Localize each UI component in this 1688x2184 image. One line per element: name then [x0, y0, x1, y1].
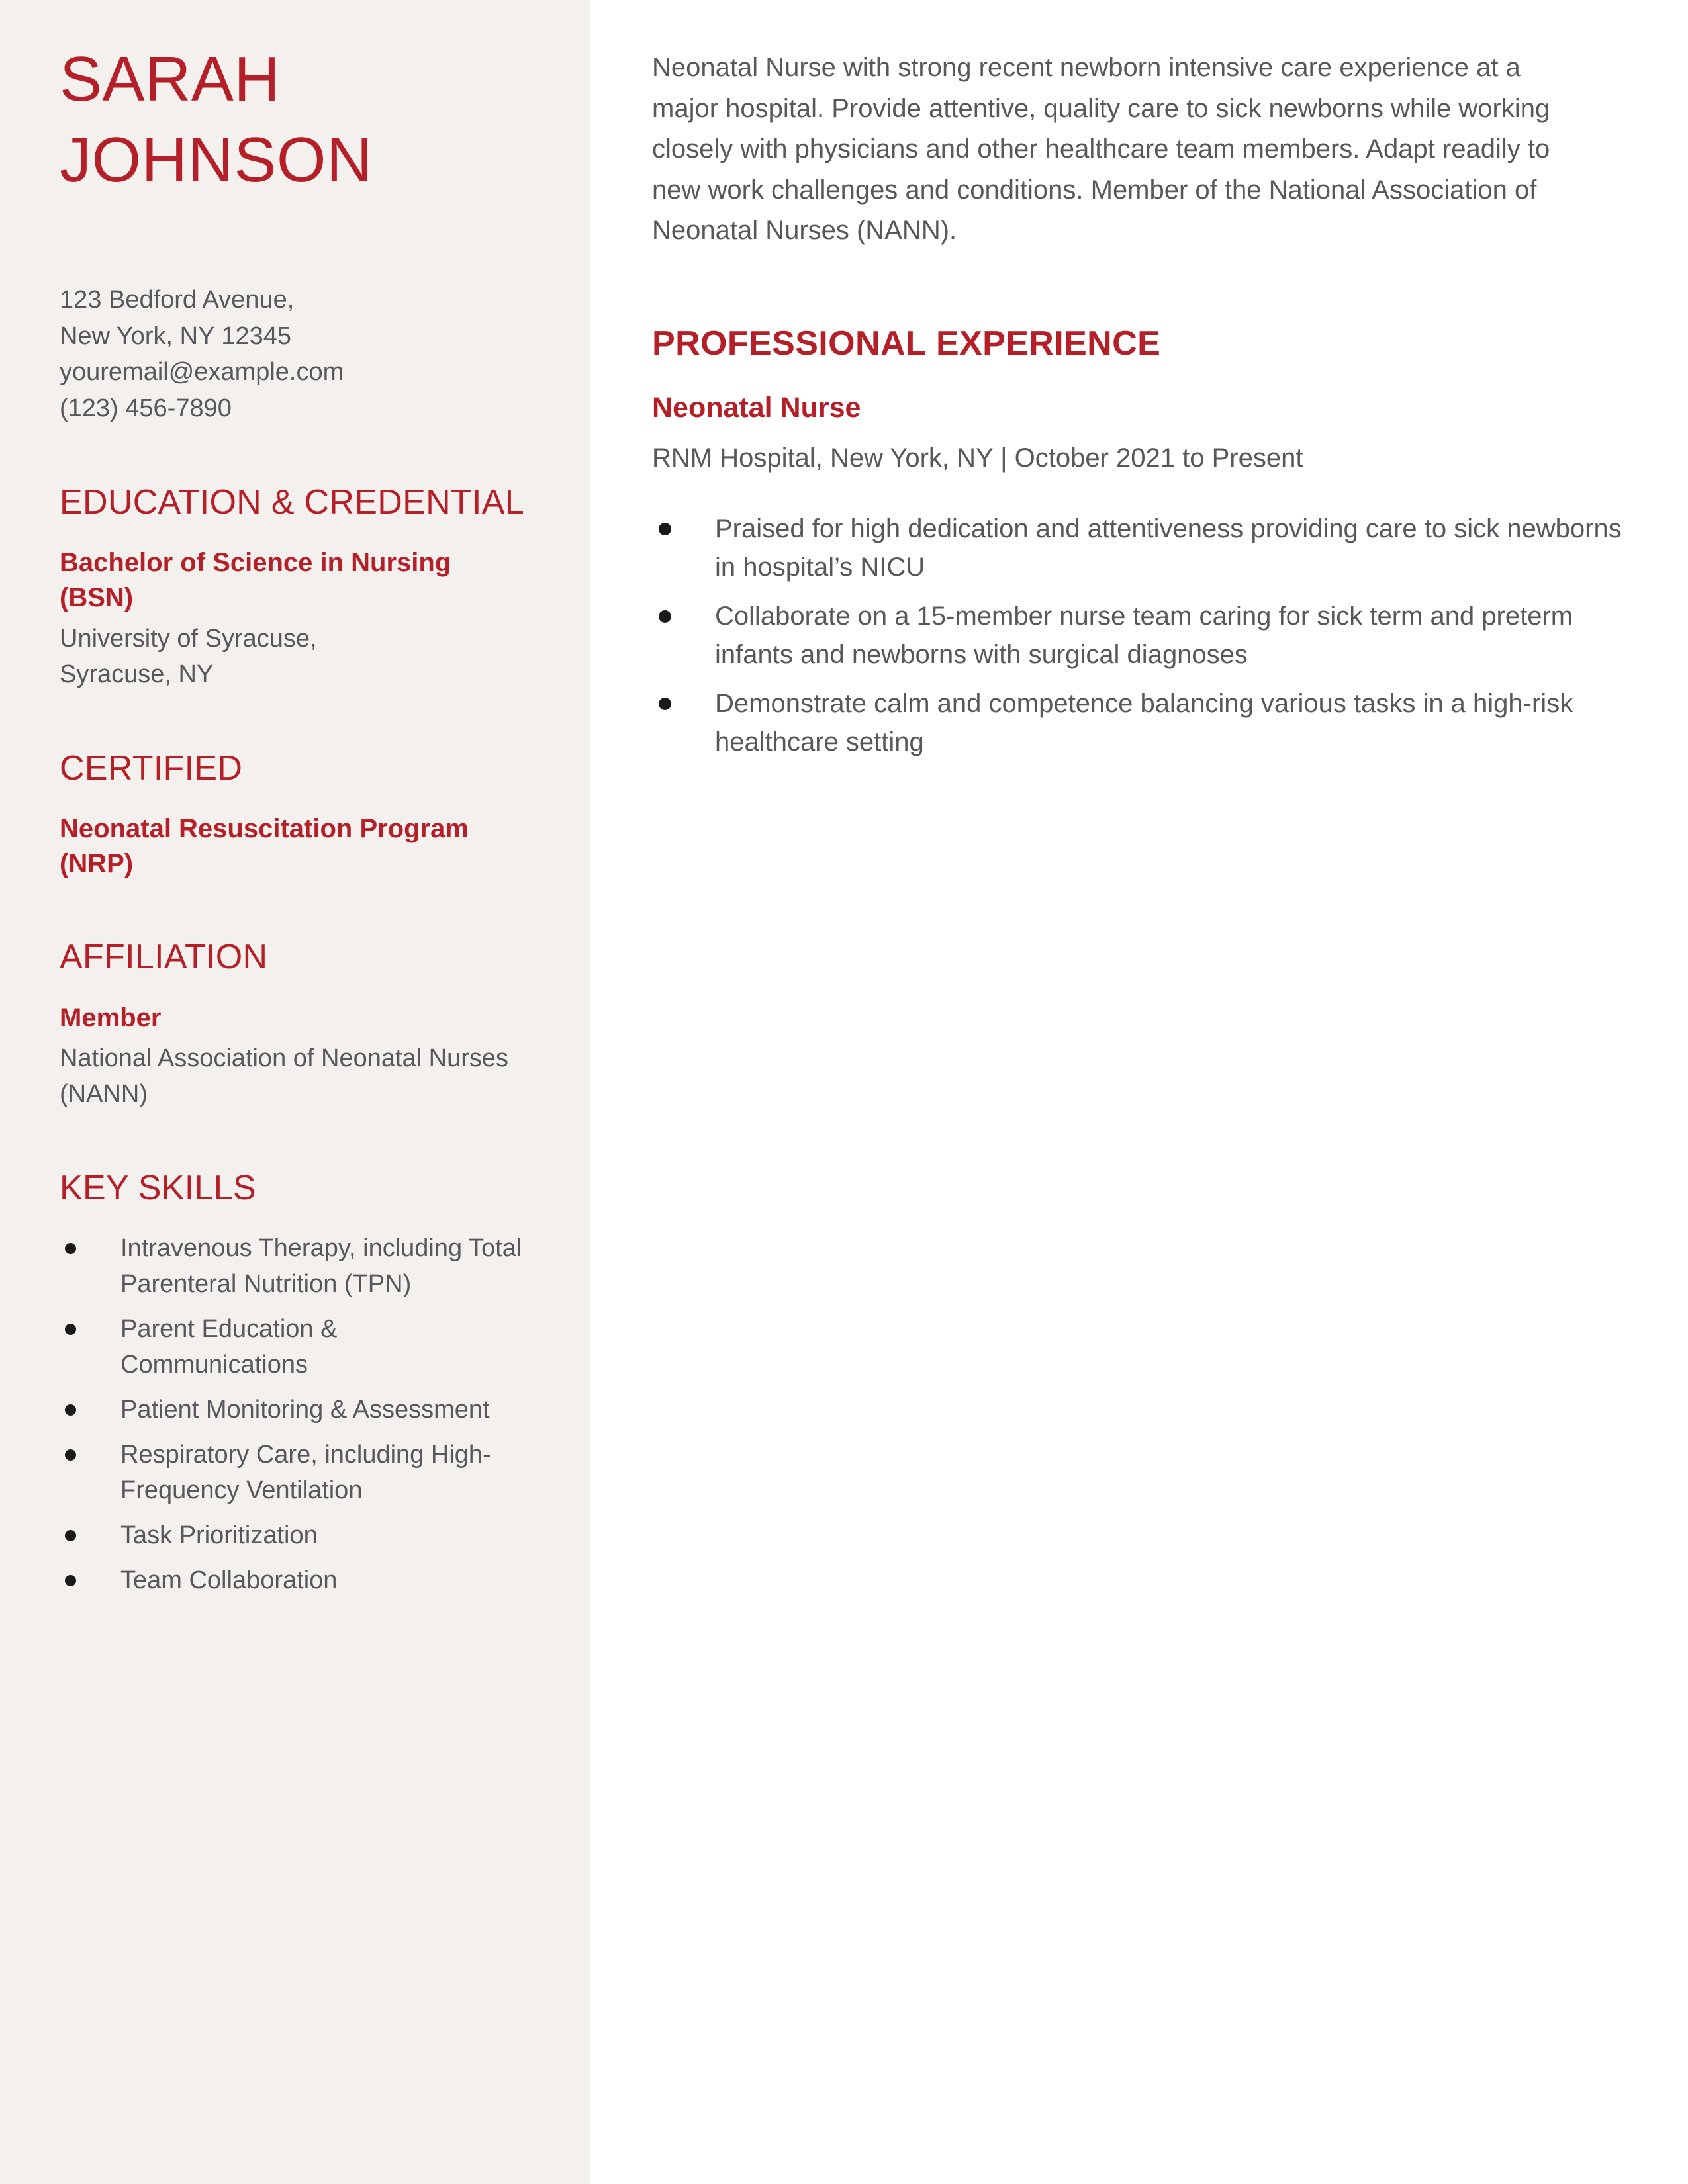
education-heading: EDUCATION & CREDENTIAL [60, 482, 524, 522]
bullet-icon [65, 1404, 76, 1416]
affiliation-role: Member [60, 1003, 162, 1032]
job-meta: RNM Hospital, New York, NY | October 2021 to Present [652, 443, 1303, 473]
certified-credential: Neonatal Resuscitation Program (NRP) [60, 813, 469, 879]
skill-label: Task Prioritization [120, 1521, 318, 1549]
bullet-icon [65, 1449, 76, 1461]
bullet-icon [659, 698, 671, 710]
last-name: JOHNSON [60, 124, 373, 195]
experience-bullet-text: Collaborate on a 15-member nurse team caring for sick term and preterm infants and newborns with surgical diagnoses [715, 602, 1573, 670]
key-skills-section [60, 1168, 528, 1599]
bullet-icon [65, 1243, 76, 1254]
skill-label: Respiratory Care, including High-Frequency Ventilation [120, 1440, 491, 1504]
skill-label: Intravenous Therapy, including Total Parenteral Nutrition (TPN) [120, 1234, 522, 1298]
education-school-line-1: University of Syracuse, [60, 624, 317, 653]
bullet-icon [65, 1530, 76, 1541]
first-name: SARAH [60, 44, 281, 114]
affiliation-organization: National Association of Neonatal Nurses (NANN) [60, 1044, 509, 1108]
education-school-line-2: Syracuse, NY [60, 660, 214, 688]
professional-summary: Neonatal Nurse with strong recent newborn intensive care experience at a major hospital. Provide attentive, quality care to sick newborns while working closely with physicians and other healthcare team members. Adapt readily to new work challenges and conditions. Member of the National Association of Neonatal Nurses (NANN). [652, 53, 1550, 246]
list-item [60, 1563, 528, 1599]
contact-address-line-1: 123 Bedford Avenue, [60, 286, 295, 314]
contact-phone[interactable]: (123) 456-7890 [60, 394, 232, 423]
bullet-icon [659, 610, 671, 623]
skill-label: Team Collaboration [120, 1566, 338, 1594]
list-item [60, 1392, 528, 1428]
contact-info [60, 282, 528, 427]
education-section [60, 482, 528, 693]
bullet-icon [65, 1324, 76, 1335]
main-column [590, 0, 1688, 2184]
skill-label: Parent Education & Communications [120, 1314, 338, 1379]
list-item [652, 597, 1622, 674]
contact-address-line-2: New York, NY 12345 [60, 322, 291, 350]
list-item [652, 510, 1622, 586]
bullet-icon [65, 1575, 76, 1586]
list-item [652, 684, 1622, 761]
affiliation-section [60, 937, 528, 1112]
list-item [60, 1231, 528, 1302]
certified-section [60, 749, 528, 882]
list-item [60, 1437, 528, 1509]
experience-bullet-list [652, 510, 1622, 761]
candidate-name [60, 44, 528, 195]
sidebar [0, 0, 590, 2184]
experience-entry [652, 390, 1622, 761]
experience-bullet-text: Praised for high dedication and attentiveness providing care to sick newborns in hospital’s NICU [715, 514, 1622, 582]
key-skills-heading: KEY SKILLS [60, 1168, 256, 1207]
experience-bullet-text: Demonstrate calm and competence balancing various tasks in a high-risk healthcare setting [715, 689, 1573, 757]
list-item [60, 1312, 528, 1383]
experience-heading: PROFESSIONAL EXPERIENCE [652, 324, 1161, 363]
job-title: Neonatal Nurse [652, 392, 861, 424]
key-skills-list [60, 1231, 528, 1599]
education-degree: Bachelor of Science in Nursing (BSN) [60, 548, 451, 613]
list-item [60, 1518, 528, 1554]
bullet-icon [659, 523, 671, 535]
affiliation-heading: AFFILIATION [60, 938, 268, 977]
contact-email[interactable]: youremail@example.com [60, 358, 344, 387]
skill-label: Patient Monitoring & Assessment [120, 1395, 490, 1424]
certified-heading: CERTIFIED [60, 749, 243, 788]
